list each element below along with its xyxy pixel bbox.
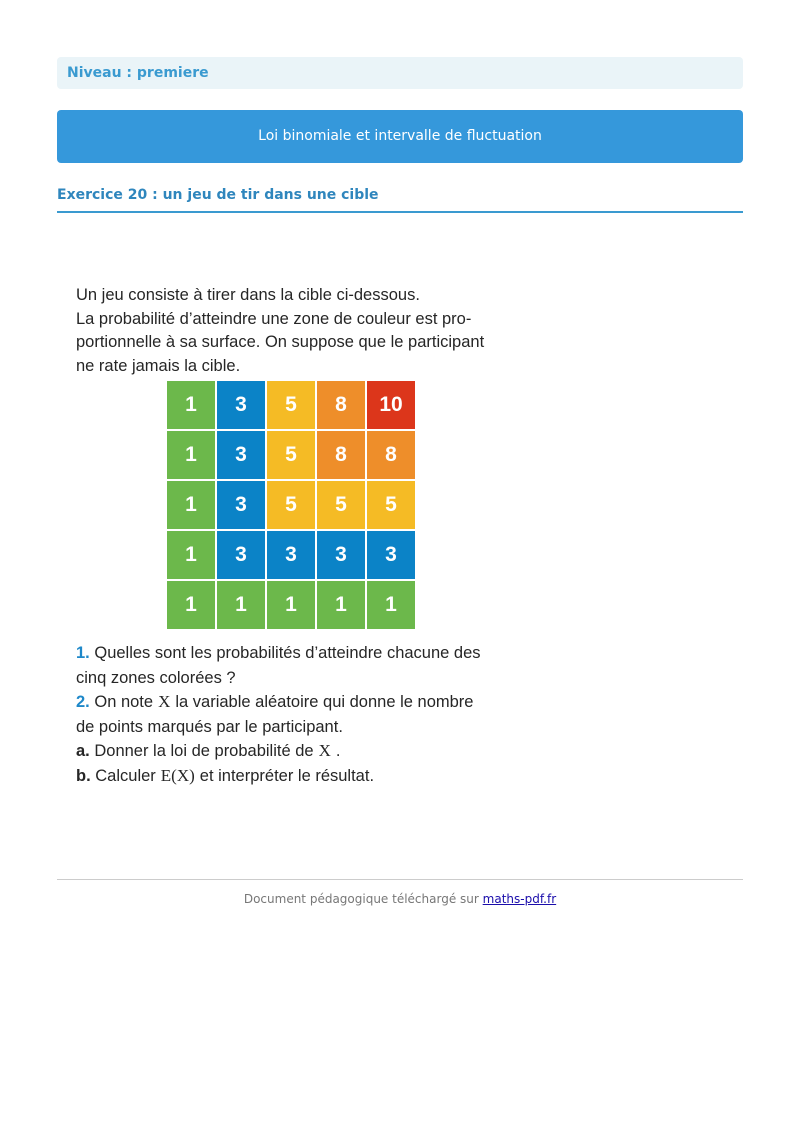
grid-cell: 5 (267, 431, 315, 479)
grid-cell: 3 (217, 531, 265, 579)
grid-cell: 5 (367, 481, 415, 529)
question-text: Quelles sont les probabilités d’atteindre chacune des (94, 644, 481, 662)
grid-cell: 3 (317, 531, 365, 579)
question-number: 1. (76, 644, 90, 662)
subquestion-label: a. (76, 742, 90, 760)
grid-cell: 3 (367, 531, 415, 579)
question-text: et interpréter le résultat. (199, 766, 375, 785)
chapter-banner: Loi binomiale et intervalle de fluctuation (57, 110, 743, 163)
intro-line: ne rate jamais la cible. (76, 356, 241, 375)
grid-cell: 1 (217, 581, 265, 629)
intro-line: Un jeu consiste à tirer dans la cible ci-dessous. (76, 286, 420, 304)
grid-cell: 5 (267, 381, 315, 429)
footer-text: Document pédagogique téléchargé sur (243, 892, 479, 906)
grid-cell: 1 (167, 531, 215, 579)
question-text: la variable aléatoire qui donne le nombre (175, 693, 474, 711)
grid-cell: 8 (367, 431, 415, 479)
target-grid (167, 381, 415, 629)
intro-line: La probabilité d’atteindre une zone de couleur est pro- (76, 309, 472, 328)
footer-link[interactable]: maths-pdf.fr (482, 892, 557, 906)
grid-cell: 5 (317, 481, 365, 529)
question-text: cinq zones colorées ? (76, 668, 236, 687)
punctuation: . (335, 742, 341, 760)
grid-cell: 1 (317, 581, 365, 629)
exercise-title: Exercice 20 : un jeu de tir dans une cible (57, 184, 743, 213)
question-2a (76, 739, 516, 764)
math-variable: X (318, 741, 331, 760)
question-2b (76, 764, 516, 789)
grid-cell: 10 (367, 381, 415, 429)
question-text: de points marqués par le participant. (76, 717, 343, 736)
question-text: Calculer (95, 766, 156, 785)
question-2 (76, 690, 516, 739)
grid-cell: 1 (167, 481, 215, 529)
question-text: Donner la loi de probabilité de (94, 742, 314, 760)
math-variable: X (158, 692, 171, 711)
question-1 (76, 641, 516, 690)
grid-cell: 8 (317, 431, 365, 479)
question-text: On note (94, 693, 154, 711)
grid-cell: 1 (267, 581, 315, 629)
grid-cell: 1 (367, 581, 415, 629)
intro-line: portionnelle à sa surface. On suppose que le participant (76, 333, 485, 351)
grid-cell: 3 (217, 481, 265, 529)
grid-cell: 3 (267, 531, 315, 579)
grid-cell: 1 (167, 581, 215, 629)
footer (57, 892, 743, 906)
grid-cell: 8 (317, 381, 365, 429)
math-expression: E(X) (160, 765, 195, 785)
exercise-intro (76, 284, 516, 378)
questions (76, 641, 516, 788)
grid-cell: 1 (167, 431, 215, 479)
grid-cell: 3 (217, 381, 265, 429)
level-label: Niveau : premiere (57, 57, 743, 89)
grid-cell: 5 (267, 481, 315, 529)
grid-cell: 3 (217, 431, 265, 479)
exercise-content (76, 284, 516, 788)
question-number: 2. (76, 693, 90, 711)
grid-cell: 1 (167, 381, 215, 429)
subquestion-label: b. (76, 766, 91, 785)
footer-divider (57, 879, 743, 880)
